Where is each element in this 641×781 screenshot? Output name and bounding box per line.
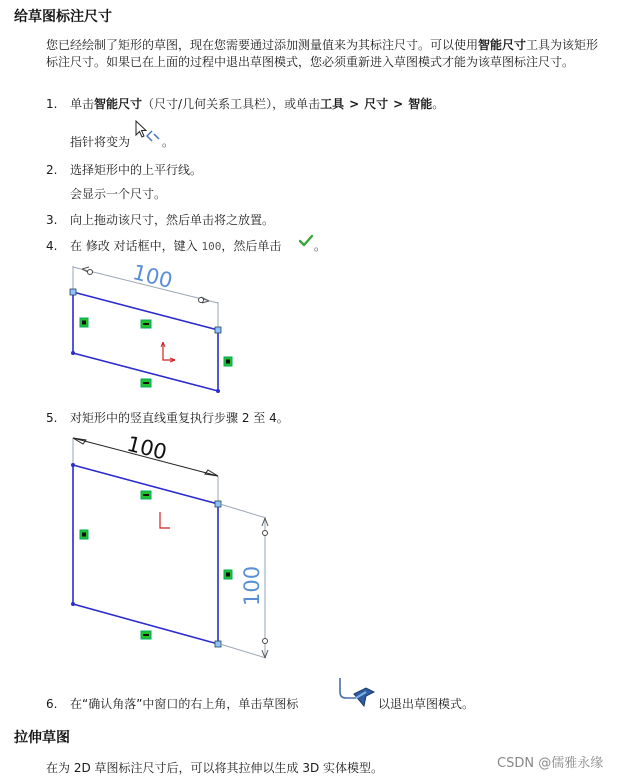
step-4-value: 100 bbox=[201, 240, 222, 253]
sketch-figure-2 bbox=[60, 428, 280, 660]
horizontal-relation-mark bbox=[143, 634, 149, 636]
checkmark-icon bbox=[298, 233, 314, 249]
step-5-text: 对矩形中的竖直线重复执行步骤 2 至 4。 bbox=[70, 411, 289, 425]
step-1-smart: 智能 bbox=[408, 97, 433, 111]
step-2-sub: 会显示一个尺寸。 bbox=[70, 187, 167, 201]
intro-text-a: 您已经绘制了矩形的草图，现在您需要通过添加测量值来为其标注尺寸。可以使用 bbox=[46, 38, 479, 52]
step-2-text: 选择矩形中的上平行线。 bbox=[70, 163, 203, 177]
step-1-text bbox=[70, 96, 444, 113]
sketch-vertex-selected bbox=[70, 289, 76, 295]
vertical-relation-mark bbox=[226, 573, 230, 577]
step-number-1: 1. bbox=[46, 97, 58, 111]
dimension-handle-right bbox=[199, 298, 204, 303]
step-number-3: 3. bbox=[46, 213, 58, 227]
section-title-dimension: 给草图标注尺寸 bbox=[14, 9, 112, 25]
sketch-vertex bbox=[71, 602, 75, 606]
step-1-sub-text: 指针将变为 bbox=[70, 135, 131, 149]
sketch-vertex-selected bbox=[215, 327, 221, 333]
step-4-end: 。 bbox=[314, 239, 327, 253]
step-1-tools: 工具 bbox=[320, 97, 345, 111]
vertical-relation-mark bbox=[82, 533, 86, 537]
step-3-text: 向上拖动该尺寸，然后单击将之放置。 bbox=[70, 213, 275, 227]
intro-paragraph bbox=[46, 37, 606, 70]
sketch-vertex bbox=[216, 389, 220, 393]
horizontal-relation-mark bbox=[143, 494, 149, 496]
step-1-g: 。 bbox=[432, 97, 445, 111]
sketch-origin-icon bbox=[160, 512, 170, 528]
step-1-sep-1: > bbox=[349, 97, 360, 111]
dimension-handle-top bbox=[263, 531, 268, 536]
intro-text-c: 工具为该矩形标注尺寸。如果已在上面的过程中退出草图模式，您必须重新进入草图模式才能为该草图标注尺寸。 bbox=[46, 38, 599, 69]
sketch-origin-icon bbox=[163, 342, 175, 360]
step-1-c: （尺寸/几何关系工具栏），或单击 bbox=[142, 97, 321, 111]
horizontal-relation-mark bbox=[143, 382, 149, 384]
step-4-text bbox=[70, 238, 281, 256]
step-4-b: ，然后单击 bbox=[221, 239, 282, 253]
vertical-relation-mark bbox=[82, 321, 86, 325]
step-1-smart-dimension: 智能尺寸 bbox=[94, 97, 143, 111]
intro-bold-smart-dimension: 智能尺寸 bbox=[478, 38, 527, 52]
step-1-sep-2: > bbox=[393, 97, 404, 111]
step-6-text-b: 以退出草图模式。 bbox=[378, 697, 475, 711]
horizontal-relation-mark bbox=[143, 323, 149, 325]
section-title-extrude: 拉伸草图 bbox=[14, 730, 70, 746]
step-number-6: 6. bbox=[46, 697, 58, 711]
step-1-a: 单击 bbox=[70, 97, 95, 111]
watermark: CSDN @儒雅永缘 bbox=[497, 756, 604, 771]
dimension-label-top: 100 bbox=[124, 431, 170, 465]
step-6-text-a: 在“确认角落”中窗口的右上角，单击草图标 bbox=[70, 697, 299, 711]
dimension-label-right: 100 bbox=[240, 565, 264, 606]
step-4-a: 在 修改 对话框中，键入 bbox=[70, 239, 202, 253]
step-1-sub bbox=[70, 134, 130, 151]
extension-line-top bbox=[220, 504, 266, 518]
step-1-sub-end: 。 bbox=[162, 135, 175, 149]
dimension-handle-bottom bbox=[263, 639, 268, 644]
extrude-paragraph: 在为 2D 草图标注尺寸后，可以将其拉伸以生成 3D 实体模型。 bbox=[46, 761, 384, 775]
step-number-5: 5. bbox=[46, 411, 58, 425]
vertical-relation-mark bbox=[226, 360, 230, 364]
dimension-label: 100 bbox=[130, 260, 175, 294]
dimension-cursor-icon bbox=[132, 118, 164, 146]
exit-sketch-icon bbox=[334, 674, 380, 710]
step-number-4: 4. bbox=[46, 239, 58, 253]
sketch-vertex bbox=[71, 351, 75, 355]
sketch-rectangle bbox=[73, 292, 218, 391]
extension-line-bottom bbox=[220, 644, 266, 658]
step-1-dimension: 尺寸 bbox=[364, 97, 389, 111]
sketch-vertex bbox=[71, 463, 75, 467]
step-number-2: 2. bbox=[46, 163, 58, 177]
sketch-figure-1 bbox=[60, 258, 245, 403]
dimension-handle-left bbox=[88, 270, 93, 275]
